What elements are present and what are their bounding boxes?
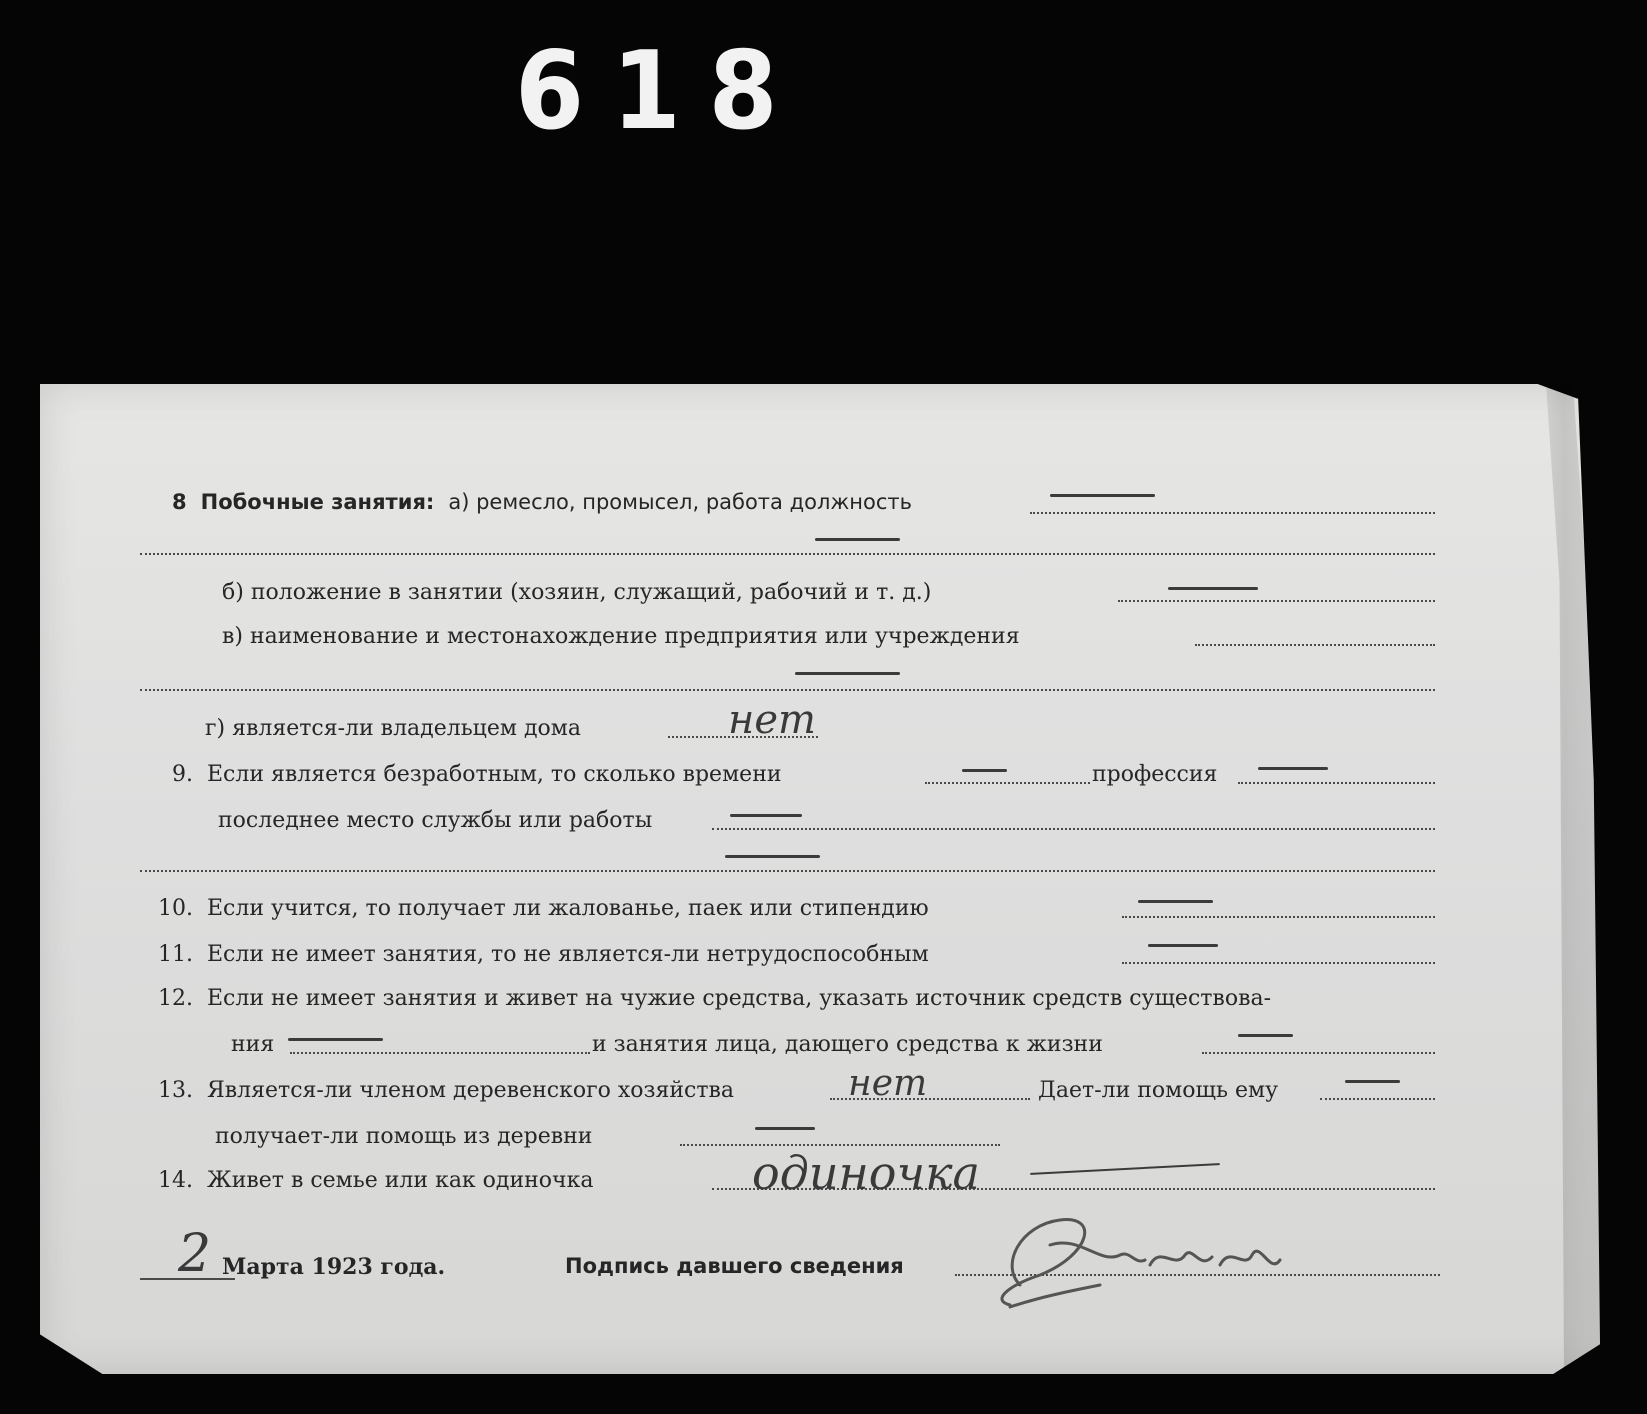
q10-dash-mark [1138,900,1213,903]
signature-label: Подпись давшего сведения [565,1254,904,1278]
q9-number: 9. [172,762,193,787]
q12-line [158,988,1271,1010]
q9-profession-dash-mark [1258,767,1328,770]
q13-line [158,1080,734,1102]
q11-fill-line [1122,962,1435,964]
q9-continuation-line [140,870,1435,872]
frame-number: 618 [515,29,806,154]
q14-text: Живет в семье или как одиночка [207,1168,594,1193]
q13-text: Является-ли членом деревенского хозяйства [207,1078,735,1103]
q9-cont-dash-mark [725,855,820,858]
q13-help-fill-line [1320,1098,1435,1100]
q10-text: Если учится, то получает ли жалованье, паек или стипендию [207,896,929,921]
q10-fill-line [1122,916,1435,918]
q8-title: Побочные занятия: [200,490,435,514]
q12-line-2-start: ния [231,1032,275,1057]
census-form-card [40,384,1600,1374]
q8-g-handwritten-answer: нет [728,697,816,743]
q11-dash-mark [1148,944,1218,947]
q14-handwritten-answer: одиночка [752,1146,980,1200]
q8-a-dash-mark [1050,494,1155,497]
q8-a-fill-line [1030,512,1435,514]
q8-line-b: б) положение в занятии (хозяин, служащий, рабочий и т. д.) [222,580,932,605]
q8-line-g: г) является-ли владельцем дома [205,716,581,741]
q8-b-dash-mark [1168,587,1258,590]
q8-a-continuation-line [140,553,1435,555]
q8-v-dash-mark [795,672,900,675]
q9-profession-label: профессия [1092,762,1218,787]
q9-line [172,764,782,786]
q9-last-place-fill-line [712,828,1435,830]
q13-help-label: Дает-ли помощь ему [1038,1078,1279,1103]
q12-line-2-mid: и занятия лица, дающего средства к жизни [592,1032,1103,1057]
q13-village-dash-mark [755,1127,815,1130]
q12-person-dash-mark [1238,1034,1293,1037]
q12-source-fill-line [290,1052,590,1054]
q12-person-fill-line [1202,1052,1435,1054]
q9-text: Если является безработным, то сколько времени [207,762,782,787]
q11-line [158,944,929,966]
q13-number: 13. [158,1078,193,1103]
q12-number: 12. [158,986,193,1011]
q14-line [158,1170,593,1192]
q8-a-text: а) ремесло, промысел, работа должность [448,490,913,514]
q9-last-place: последнее место службы или работы [218,808,653,833]
date-day-handwritten: 2 [178,1224,212,1284]
q9-profession-fill-line [1238,782,1435,784]
q12-text: Если не имеет занятия и живет на чужие средства, указать источник средств существова- [207,986,1272,1011]
date-text: Марта 1923 года. [222,1254,446,1280]
q9-time-dash-mark [962,769,1007,772]
q8-v-continuation-line [140,689,1435,691]
q11-text: Если не имеет занятия, то не является-ли нетрудоспособным [207,942,929,967]
q10-line [158,898,929,920]
q8-b-fill-line [1118,600,1435,602]
q13-help-dash-mark [1345,1080,1400,1083]
q11-number: 11. [158,942,193,967]
handwritten-signature [980,1205,1340,1315]
q9-time-fill-line [925,782,1090,784]
q8-line-a [172,492,912,514]
q13-line-2: получает-ли помощь из деревни [215,1124,593,1149]
q9-last-place-dash-mark [730,814,802,817]
q8-number: 8 [172,490,187,514]
q13-handwritten-answer: нет [848,1063,928,1104]
q8-a2-dash-mark [815,538,900,541]
q10-number: 10. [158,896,193,921]
q14-number: 14. [158,1168,193,1193]
q8-line-v: в) наименование и местонахождение предприятия или учреждения [222,624,1020,649]
q8-v-fill-line [1195,644,1435,646]
q12-source-dash-mark [288,1038,383,1041]
